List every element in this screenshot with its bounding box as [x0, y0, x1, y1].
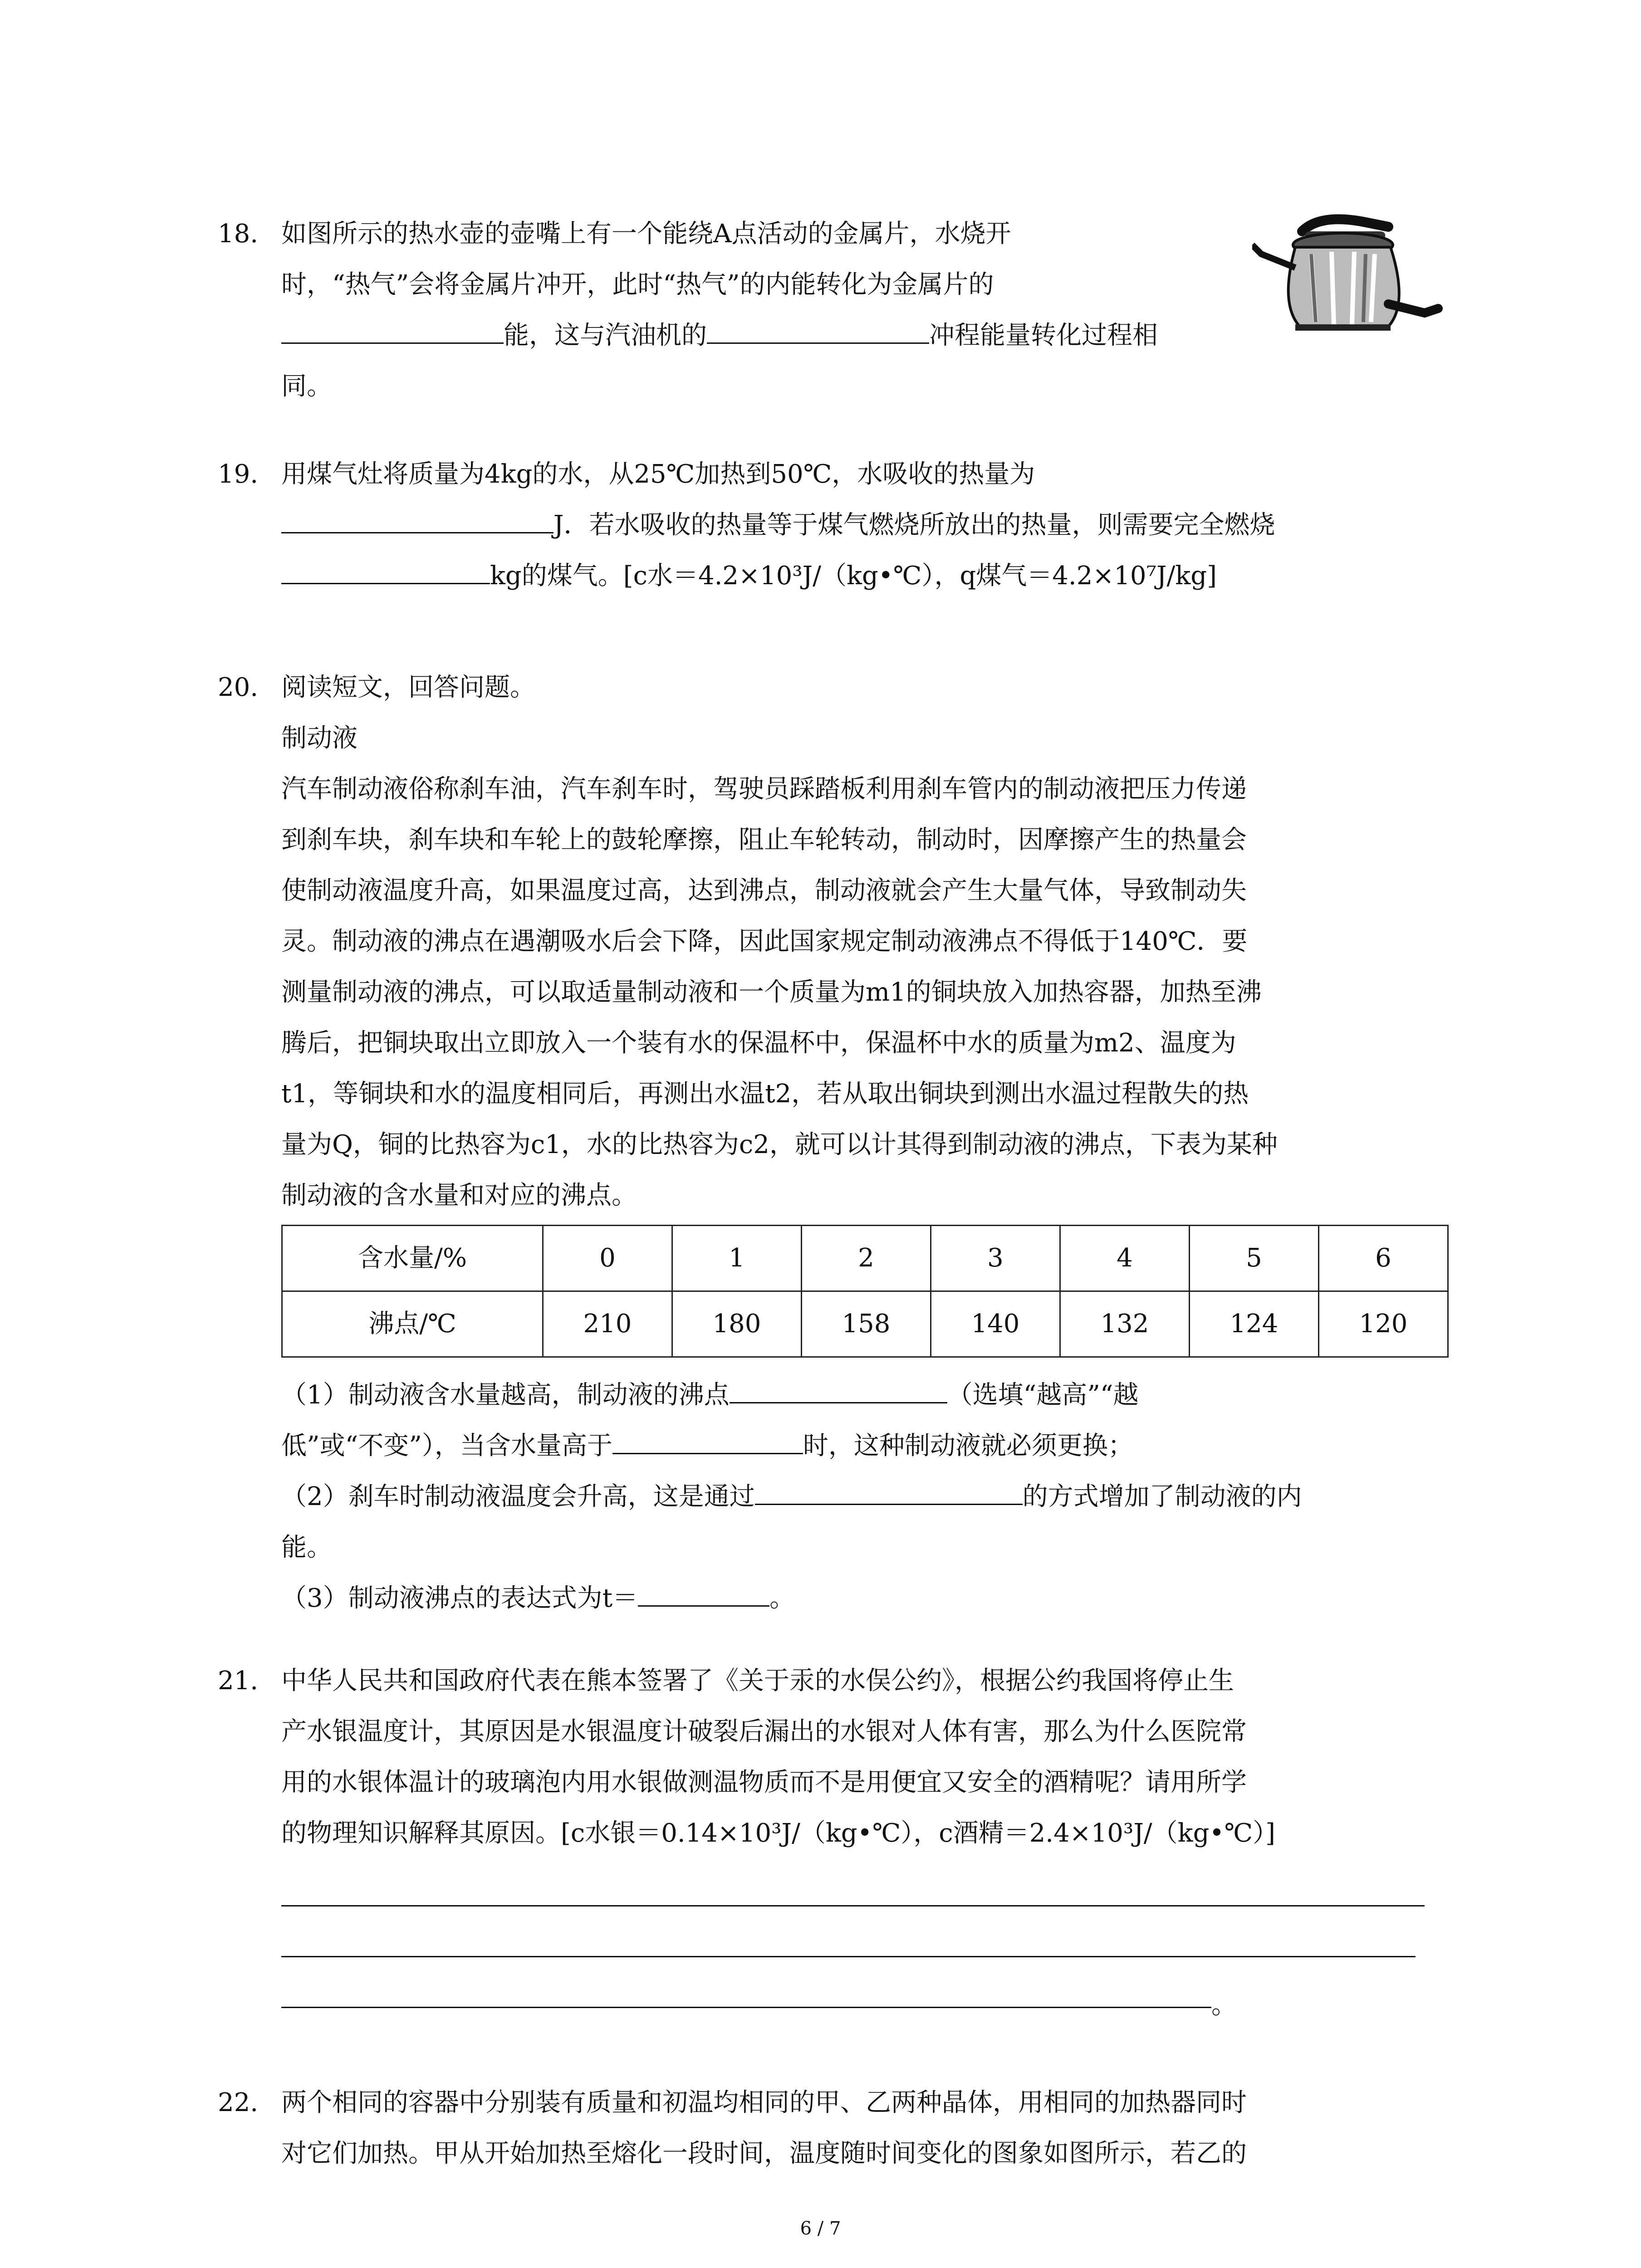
answer-line[interactable] [281, 2007, 1211, 2008]
table-cell: 4 [1060, 1226, 1190, 1291]
answer-blank[interactable] [612, 1426, 803, 1454]
table-cell: 0 [543, 1226, 672, 1291]
q19-line-2: J．若水吸收的热量等于煤气燃烧所放出的热量，则需要完全燃烧 [281, 500, 1275, 551]
q18-line-3: 能，这与汽油机的 冲程能量转化过程相 [281, 310, 1158, 361]
table-row [282, 1226, 1448, 1291]
passage-line-2: 到刹车块，刹车块和车轮上的鼓轮摩擦，阻止车轮转动，制动时，因摩擦产生的热量会 [281, 825, 1247, 855]
q18-line-4: 同。 [281, 371, 332, 401]
question-number: 20. [218, 673, 259, 702]
answer-line[interactable] [281, 1905, 1425, 1906]
passage-line-3: 使制动液温度升高，如果温度过高，达到沸点，制动液就会产生大量气体，导致制动失 [281, 876, 1247, 905]
answer-line[interactable] [281, 1956, 1416, 1957]
answer-blank[interactable] [281, 315, 504, 344]
question-number: 19. [218, 459, 259, 489]
passage-title: 制动液 [281, 723, 358, 753]
table-cell: 180 [672, 1291, 802, 1357]
table-cell: 1 [672, 1226, 802, 1291]
passage-line-9: 制动液的含水量和对应的沸点。 [281, 1181, 637, 1210]
table-cell: 6 [1319, 1226, 1448, 1291]
answer-blank[interactable] [730, 1375, 947, 1403]
q18-line-2: 时，“热气”会将金属片冲开，此时“热气”的内能转化为金属片的 [281, 270, 994, 299]
passage-line-5: 测量制动液的沸点，可以取适量制动液和一个质量为m1的铜块放入加热容器，加热至沸 [281, 978, 1262, 1007]
q19-line-3: kg的煤气。[c水＝4.2×10³J/（kg•℃），q煤气＝4.2×10⁷J/kg] [281, 551, 1217, 601]
question-number: 22. [218, 2088, 259, 2117]
passage-line-4: 灵。制动液的沸点在遇潮吸水后会下降，因此国家规定制动液沸点不得低于140℃．要 [281, 927, 1248, 956]
q22-line-1: 两个相同的容器中分别装有质量和初温均相同的甲、乙两种晶体，用相同的加热器同时 [281, 2088, 1247, 2117]
q21-end-mark: 。 [1211, 1990, 1237, 2020]
question-number: 21. [218, 1666, 259, 1696]
q22-line-2: 对它们加热。甲从开始加热至熔化一段时间，温度随时间变化的图象如图所示，若乙的 [281, 2139, 1247, 2168]
answer-blank[interactable] [638, 1578, 769, 1607]
q21-line-3: 用的水银体温计的玻璃泡内用水银做测温物质而不是用便宜又安全的酒精呢？请用所学 [281, 1768, 1247, 1797]
table-cell: 132 [1060, 1291, 1190, 1357]
answer-blank[interactable] [281, 505, 554, 533]
q21-line-2: 产水银温度计，其原因是水银温度计破裂后漏出的水银对人体有害，那么为什么医院常 [281, 1717, 1247, 1746]
question-number: 18. [218, 219, 259, 249]
q20-intro: 阅读短文，回答问题。 [281, 673, 535, 702]
q21-line-1: 中华人民共和国政府代表在熊本签署了《关于汞的水俣公约》，根据公约我国将停止生 [281, 1666, 1234, 1696]
table-cell: 5 [1190, 1226, 1319, 1291]
table-cell: 158 [802, 1291, 931, 1357]
sub-question-2-line-1: （2）刹车时制动液温度会升高，这是通过 的方式增加了制动液的内 [281, 1471, 1302, 1522]
passage-line-7: t1，等铜块和水的温度相同后，再测出水温t2，若从取出铜块到测出水温过程散失的热 [281, 1079, 1249, 1109]
answer-blank[interactable] [755, 1476, 1023, 1505]
q19-line-1: 用煤气灶将质量为4kg的水，从25℃加热到50℃，水吸收的热量为 [281, 459, 1035, 489]
passage-line-8: 量为Q，铜的比热容为c1，水的比热容为c2，就可以计其得到制动液的沸点，下表为某种 [281, 1130, 1278, 1159]
table-cell: 120 [1319, 1291, 1448, 1357]
table-header-cell: 含水量/% [282, 1226, 543, 1291]
sub-question-3: （3）制动液沸点的表达式为t＝ 。 [281, 1573, 795, 1624]
table-cell: 140 [931, 1291, 1060, 1357]
q21-line-4: 的物理知识解释其原因。[c水银＝0.14×10³J/（kg•℃），c酒精＝2.4×10³J/（kg•℃）] [281, 1818, 1275, 1848]
sub-question-1-line-2: 低”或“不变”），当含水量高于 时，这种制动液就必须更换； [281, 1421, 1133, 1471]
sub-question-1-line-1: （1）制动液含水量越高，制动液的沸点 （选填“越高”“越 [281, 1370, 1139, 1421]
kettle-image [1252, 213, 1443, 345]
table-cell: 3 [931, 1226, 1060, 1291]
q18-line-1: 如图所示的热水壶的壶嘴上有一个能绕A点活动的金属片，水烧开 [281, 219, 1011, 249]
table-cell: 124 [1190, 1291, 1319, 1357]
passage-line-1: 汽车制动液俗称刹车油，汽车刹车时，驾驶员踩踏板利用刹车管内的制动液把压力传递 [281, 774, 1247, 804]
answer-blank[interactable] [281, 556, 490, 584]
table-row [282, 1291, 1448, 1357]
boiling-point-table [281, 1225, 1449, 1358]
table-cell: 210 [543, 1291, 672, 1357]
page-number: 6 / 7 [800, 2218, 841, 2239]
table-cell: 2 [802, 1226, 931, 1291]
answer-blank[interactable] [707, 315, 929, 344]
sub-question-2-line-2: 能。 [281, 1533, 332, 1562]
table-header-cell: 沸点/℃ [282, 1291, 543, 1357]
passage-line-6: 腾后，把铜块取出立即放入一个装有水的保温杯中，保温杯中水的质量为m2、温度为 [281, 1028, 1236, 1058]
